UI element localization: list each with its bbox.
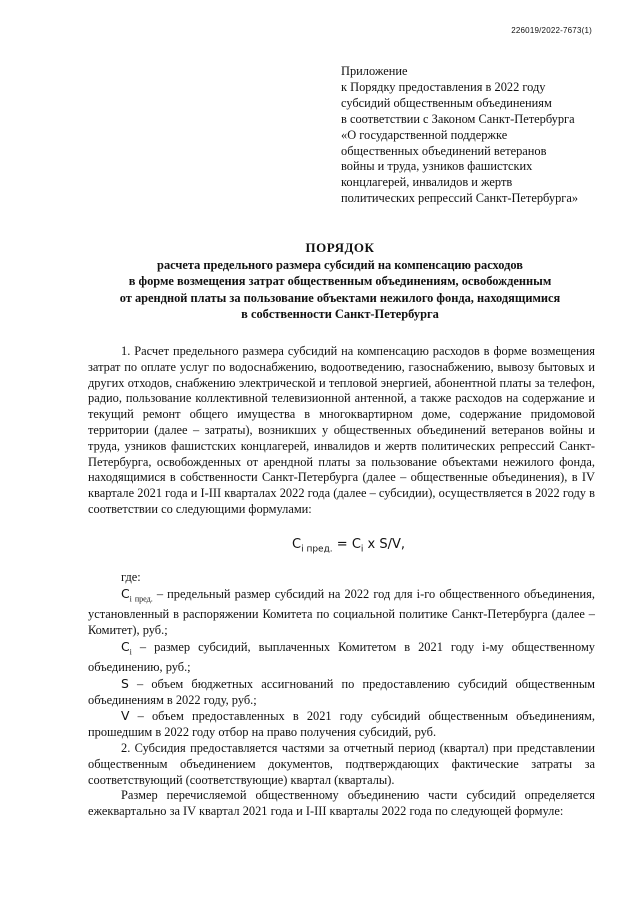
definition-item: $C_{i пред.}$ – предельный размер субсидий на 2022 год для i-го общественного объединения, установленный в распоряжении Комитета по социальной политике Санкт-Петербурга (далее – Комитет), руб.; xyxy=(88,585,595,637)
appendix-block xyxy=(341,64,611,207)
appendix-line: войны и труда, узников фашистских xyxy=(341,159,533,174)
definition-item: V – объем предоставленных в 2021 году субсидий общественным объединениям, прошедшим в 2022 году отбор на право получения субсидий, руб. xyxy=(88,708,595,740)
definition-item: $C_i$ – размер субсидий, выплаченных Комитетом в 2021 году i-му общественному объединению, руб.; xyxy=(88,638,595,674)
paragraph-1: 1. Расчет предельного размера субсидий на компенсацию расходов в форме возмещения затрат по оплате услуг по водоснабжению, водоотведению, газоснабжению, вывозу бытовых и других отходов, снабжению электрической и тепловой энергией, абонентной платы за телефон, радио, пользование коллективной телевизионной антенной, а также расходов на содержание и текущий ремонт общего имущества в многоквартирном доме, содержание придомовой территории (далее – затраты), возникших у общественных объединений ветеранов войны и труда, узников фашистских концлагерей, инвалидов и жертв политических репрессий Санкт-Петербурга, освобожденных от арендной платы за пользование объектами нежилого фонда, находящимися в собственности Санкт-Петербурга (далее – общественные объединения), в IV квартале 2021 года и I-III кварталах 2022 года (далее – субсидии), осуществляется в 2022 году в соответствии со следующими формулами: xyxy=(88,344,595,516)
title-line: от арендной платы за пользование объектами нежилого фонда, находящимися xyxy=(119,290,561,305)
paragraph-2: 2. Субсидия предоставляется частями за отчетный период (квартал) при представлении общественным объединением документов, подтверждающих фактические затраты за соответствующий (соответствующие) квартал (кварталы). xyxy=(88,740,595,787)
paragraph-1-block xyxy=(88,344,595,518)
appendix-line: Приложение xyxy=(341,64,408,78)
appendix-line: политических репрессий Санкт-Петербурга» xyxy=(341,191,579,206)
formula-main: $C_{i пред.} = C_i$ x S/V, xyxy=(292,537,406,555)
where-label: где: xyxy=(121,570,141,584)
paragraph-3: Размер перечисляемой общественному объединению части субсидий определяется ежеквартально за IV квартал 2021 года и I-III кварталы 2022 года по следующей формуле: xyxy=(88,788,595,819)
title-line: расчета предельного размера субсидий на компенсацию расходов xyxy=(157,258,523,273)
document-title xyxy=(90,240,590,322)
appendix-line: в соответствии с Законом Санкт-Петербурга xyxy=(341,111,575,126)
title-line: в собственности Санкт-Петербурга xyxy=(241,306,439,321)
appendix-line: концлагерей, инвалидов и жертв xyxy=(341,175,513,190)
appendix-line: к Порядку предоставления в 2022 году xyxy=(341,79,546,94)
title-heading: ПОРЯДОК xyxy=(305,240,375,255)
appendix-line: субсидий общественным объединениям xyxy=(341,95,552,110)
definitions-block xyxy=(88,570,595,820)
title-line: в форме возмещения затрат общественным объединениям, освобожденным xyxy=(128,274,552,289)
appendix-line: общественных объединений ветеранов xyxy=(341,143,547,158)
document-number: 226019/2022-7673(1) xyxy=(511,26,592,35)
definition-item: S – объем бюджетных ассигнований по предоставлению субсидий общественным объединениям в 2022 году, руб.; xyxy=(88,675,595,707)
appendix-line: «О государственной поддержке xyxy=(341,127,508,142)
